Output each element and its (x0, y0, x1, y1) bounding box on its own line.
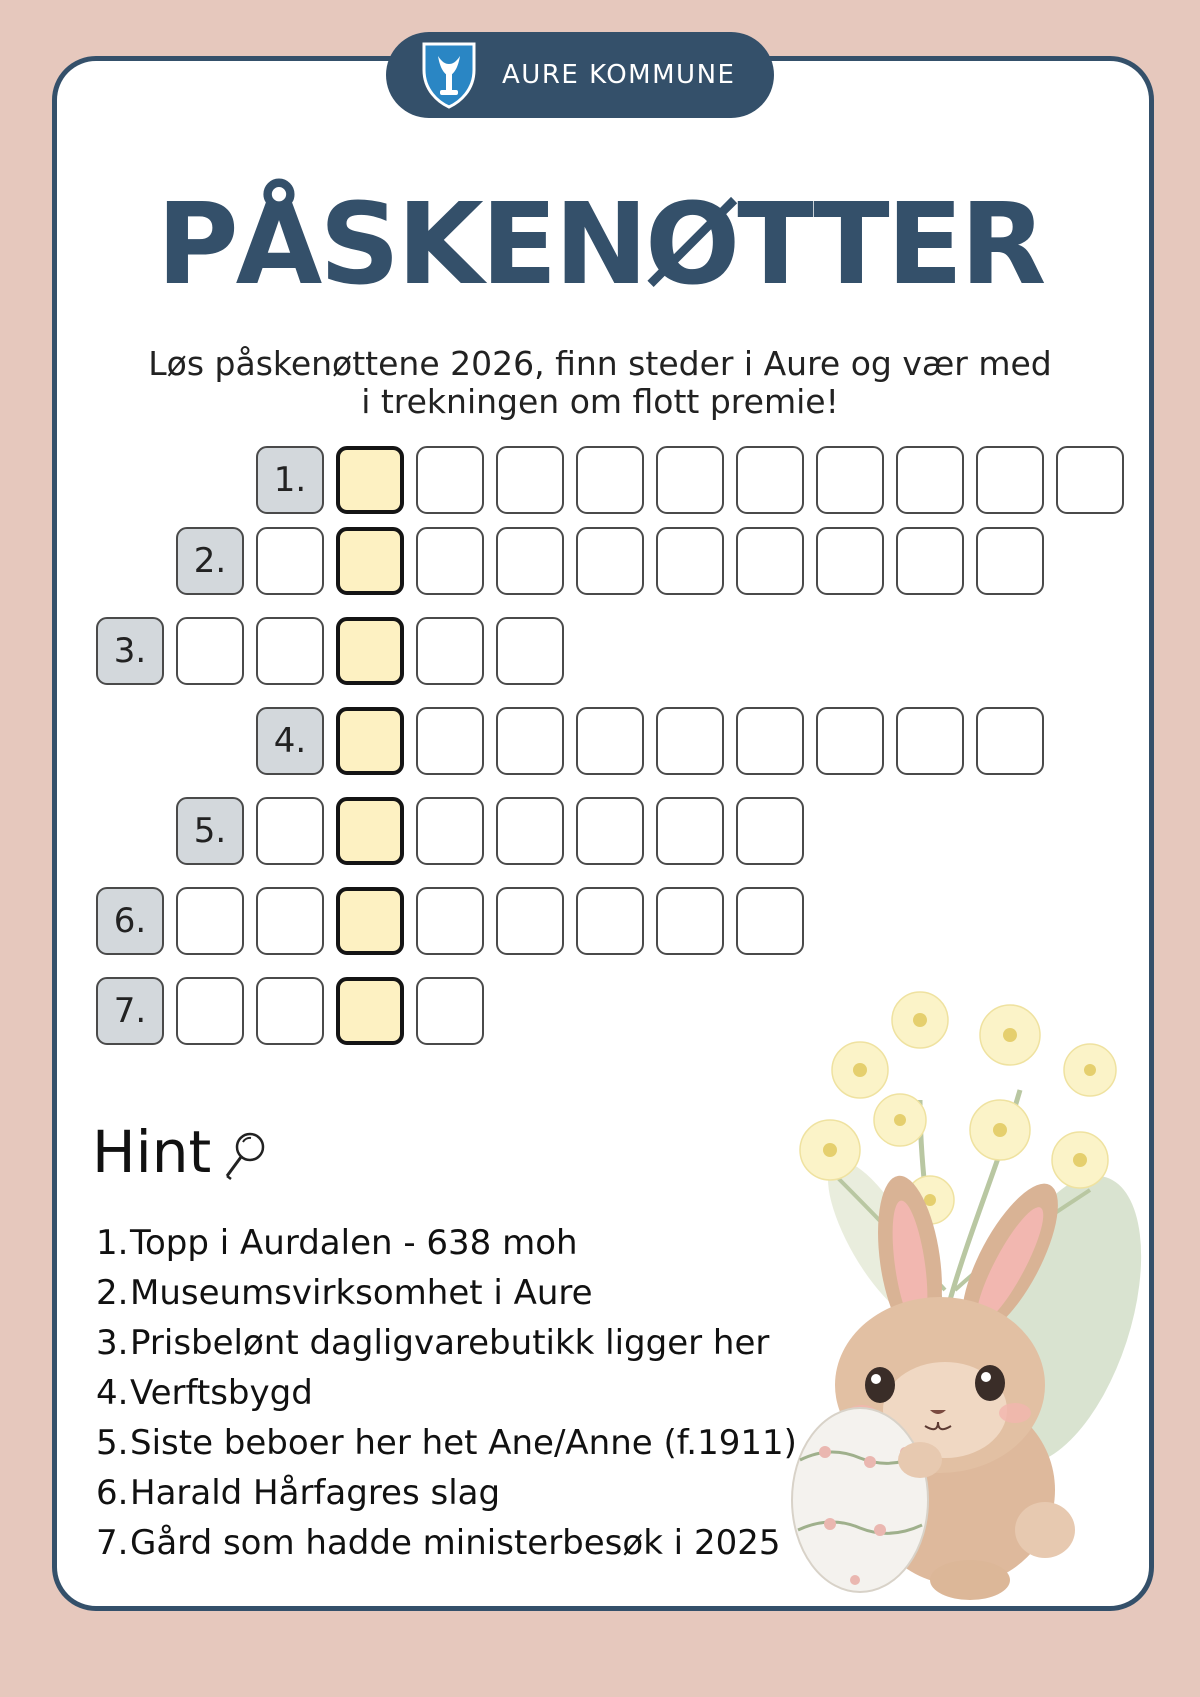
hint-text: Prisbelønt dagligvarebutikk ligger her (130, 1323, 770, 1363)
key-letter-cell[interactable] (336, 797, 404, 865)
letter-cell[interactable] (736, 527, 804, 595)
letter-cell[interactable] (416, 707, 484, 775)
letter-cell[interactable] (496, 707, 564, 775)
letter-cell[interactable] (416, 797, 484, 865)
letter-cell[interactable] (896, 446, 964, 514)
letter-cell[interactable] (896, 707, 964, 775)
letter-cell[interactable] (1056, 446, 1124, 514)
hint-number: 7. (96, 1523, 129, 1563)
clue-number-cell: 3. (96, 617, 164, 685)
letter-cell[interactable] (496, 446, 564, 514)
clue-number-cell: 6. (96, 887, 164, 955)
letter-cell[interactable] (816, 527, 884, 595)
letter-cell[interactable] (736, 887, 804, 955)
hint-item (96, 1418, 797, 1468)
clue-number-cell: 4. (256, 707, 324, 775)
hint-item (96, 1368, 797, 1418)
letter-cell[interactable] (576, 887, 644, 955)
letter-cell[interactable] (496, 887, 564, 955)
magnifier-icon (222, 1130, 268, 1182)
letter-cell[interactable] (496, 527, 564, 595)
letter-cell[interactable] (976, 707, 1044, 775)
hint-item (96, 1318, 797, 1368)
clue-number-cell: 7. (96, 977, 164, 1045)
key-letter-cell[interactable] (336, 527, 404, 595)
letter-cell[interactable] (256, 887, 324, 955)
key-letter-cell[interactable] (336, 617, 404, 685)
letter-cell[interactable] (256, 527, 324, 595)
municipal-shield-icon (420, 40, 478, 110)
hint-number: 1. (96, 1223, 129, 1263)
letter-cell[interactable] (416, 887, 484, 955)
clue-number-cell: 1. (256, 446, 324, 514)
key-letter-cell[interactable] (336, 977, 404, 1045)
letter-cell[interactable] (816, 446, 884, 514)
letter-cell[interactable] (656, 527, 724, 595)
letter-cell[interactable] (176, 977, 244, 1045)
letter-cell[interactable] (816, 707, 884, 775)
key-letter-cell[interactable] (336, 887, 404, 955)
key-letter-cell[interactable] (336, 707, 404, 775)
municipality-badge (386, 32, 774, 118)
letter-cell[interactable] (416, 617, 484, 685)
letter-cell[interactable] (896, 527, 964, 595)
letter-cell[interactable] (256, 797, 324, 865)
hint-number: 5. (96, 1423, 129, 1463)
letter-cell[interactable] (176, 617, 244, 685)
letter-cell[interactable] (496, 617, 564, 685)
hint-text: Topp i Aurdalen - 638 moh (130, 1223, 578, 1263)
letter-cell[interactable] (656, 797, 724, 865)
page-title: PÅSKENØTTER (156, 180, 1044, 310)
hint-item (96, 1268, 797, 1318)
letter-cell[interactable] (656, 446, 724, 514)
hint-number: 6. (96, 1473, 129, 1513)
hint-text: Siste beboer her het Ane/Anne (f.1911) (130, 1423, 797, 1463)
key-letter-cell[interactable] (336, 446, 404, 514)
letter-cell[interactable] (736, 707, 804, 775)
letter-cell[interactable] (576, 527, 644, 595)
subtitle-line-1: Løs påskenøttene 2026, finn steder i Aure og vær med (148, 344, 1052, 383)
letter-cell[interactable] (176, 887, 244, 955)
letter-cell[interactable] (416, 446, 484, 514)
hint-text: Gård som hadde ministerbesøk i 2025 (130, 1523, 781, 1563)
hint-number: 4. (96, 1373, 129, 1413)
hint-list (96, 1218, 797, 1568)
municipality-name: AURE KOMMUNE (502, 60, 736, 90)
letter-cell[interactable] (736, 797, 804, 865)
hint-text: Museumsvirksomhet i Aure (130, 1273, 593, 1313)
letter-cell[interactable] (976, 527, 1044, 595)
letter-cell[interactable] (496, 797, 564, 865)
letter-cell[interactable] (416, 527, 484, 595)
hint-item (96, 1218, 797, 1268)
easter-bunny-illustration (770, 990, 1170, 1610)
hint-text: Harald Hårfagres slag (130, 1473, 501, 1513)
letter-cell[interactable] (656, 707, 724, 775)
letter-cell[interactable] (656, 887, 724, 955)
subtitle-line-2: i trekningen om flott premie! (361, 382, 839, 421)
hint-number: 2. (96, 1273, 129, 1313)
letter-cell[interactable] (416, 977, 484, 1045)
letter-cell[interactable] (576, 446, 644, 514)
hint-item (96, 1518, 797, 1568)
hint-text: Verftsbygd (130, 1373, 313, 1413)
hint-number: 3. (96, 1323, 129, 1363)
clue-number-cell: 5. (176, 797, 244, 865)
letter-cell[interactable] (576, 707, 644, 775)
hint-heading: Hint (92, 1118, 212, 1186)
letter-cell[interactable] (736, 446, 804, 514)
clue-number-cell: 2. (176, 527, 244, 595)
letter-cell[interactable] (576, 797, 644, 865)
page-subtitle (0, 345, 1200, 421)
letter-cell[interactable] (256, 617, 324, 685)
letter-cell[interactable] (976, 446, 1044, 514)
hint-item (96, 1468, 797, 1518)
letter-cell[interactable] (256, 977, 324, 1045)
